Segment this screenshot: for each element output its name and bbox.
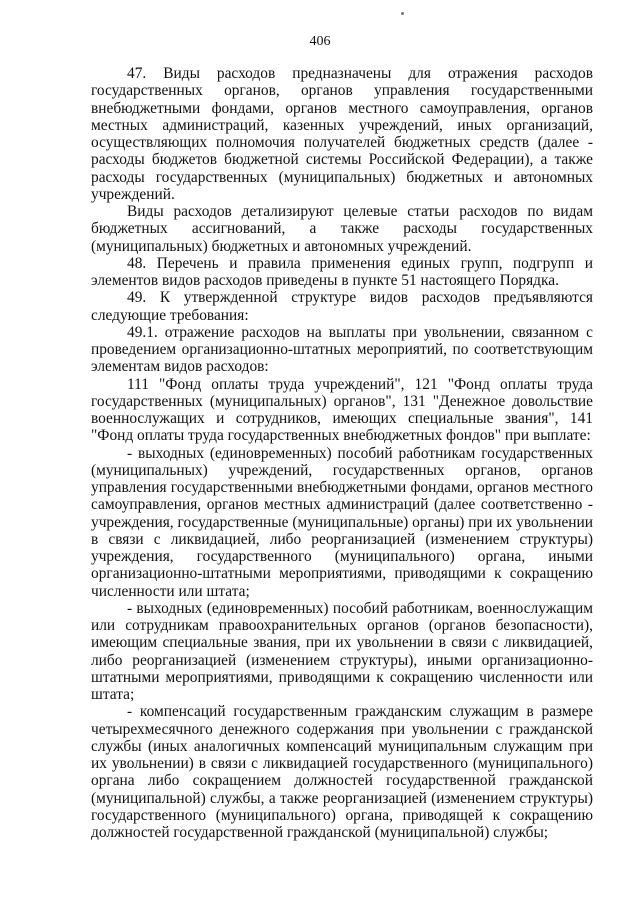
paragraph-expense-types: Виды расходов детализируют целевые статьи расходов по видам бюджетных ассигнований, а также расходы государственных (муниципальных) бюджетных и автономных учреждений. [91,203,593,255]
paragraph-48: 48. Перечень и правила применения единых групп, подгрупп и элементов видов расходов приведены в пункте 51 настоящего Порядка. [91,254,593,289]
document-body [91,65,593,841]
list-item-severance-workers: - выходных (единовременных) пособий работникам государственных (муниципальных) учреждений, государственных органов, органов управления государственными внебюджетными фондами, органов местного самоуправления, органов местных администраций (далее соответственно - учреждения, государственные (муниципальные) органы) при их увольнении в связи с ликвидацией, либо реорганизацией (изменением структуры) учреждения, государственного (муниципального) органа, иными организационно-штатными мероприятиями, приводящими к сокращению численности или штата; [91,444,593,600]
list-item-severance-military: - выходных (единовременных) пособий работникам, военнослужащим или сотрудникам правоохранительных органов (органов безопасности), имеющим специальные звания, при их увольнении в связи с ликвидацией, либо реорганизацией (изменением структуры), иными организационно-штатными мероприятиями, приводящими к сокращению численности или штата; [91,599,593,703]
paragraph-49-1: 49.1. отражение расходов на выплаты при увольнении, связанном с проведением организационно-штатных мероприятий, по соответствующим элементам видов расходов: [91,323,593,376]
paragraph-49: 49. К утвержденной структуре видов расходов предъявляются следующие требования: [91,289,593,324]
list-item-compensation-civil-servants: - компенсаций государственным гражданским служащим в размере четырехмесячного денежного содержания при увольнении с гражданской службы (иных аналогичных компенсаций муниципальным служащим при их увольнении) в связи с ликвидацией государственного (муниципального) органа либо сокращением должностей государственной гражданской (муниципальной) службы, а также реорганизацией (изменением структуры) государственного (муниципального) органа, приводящей к сокращению должностей государственной гражданской (муниципальной) службы; [91,703,593,841]
page-number: 406 [309,34,331,49]
scan-speck [401,12,404,15]
paragraph-elements-list: 111 "Фонд оплаты труда учреждений", 121 "Фонд оплаты труда государственных (муниципальных) органов", 131 "Денежное довольствие военнослужащих и сотрудников, имеющих специальные звания", 141 "Фонд оплаты труда государственных внебюджетных фондов" при выплате: [91,375,593,445]
paragraph-47: 47. Виды расходов предназначены для отражения расходов государственных органов, органов управления государственными внебюджетными фондами, органов местного самоуправления, органов местных администраций, казенных учреждений, иных организаций, осуществляющих полномочия получателей бюджетных средств (далее - расходы бюджетов бюджетной системы Российской Федерации), а также расходы государственных (муниципальных) бюджетных и автономных учреждений. [91,65,593,203]
